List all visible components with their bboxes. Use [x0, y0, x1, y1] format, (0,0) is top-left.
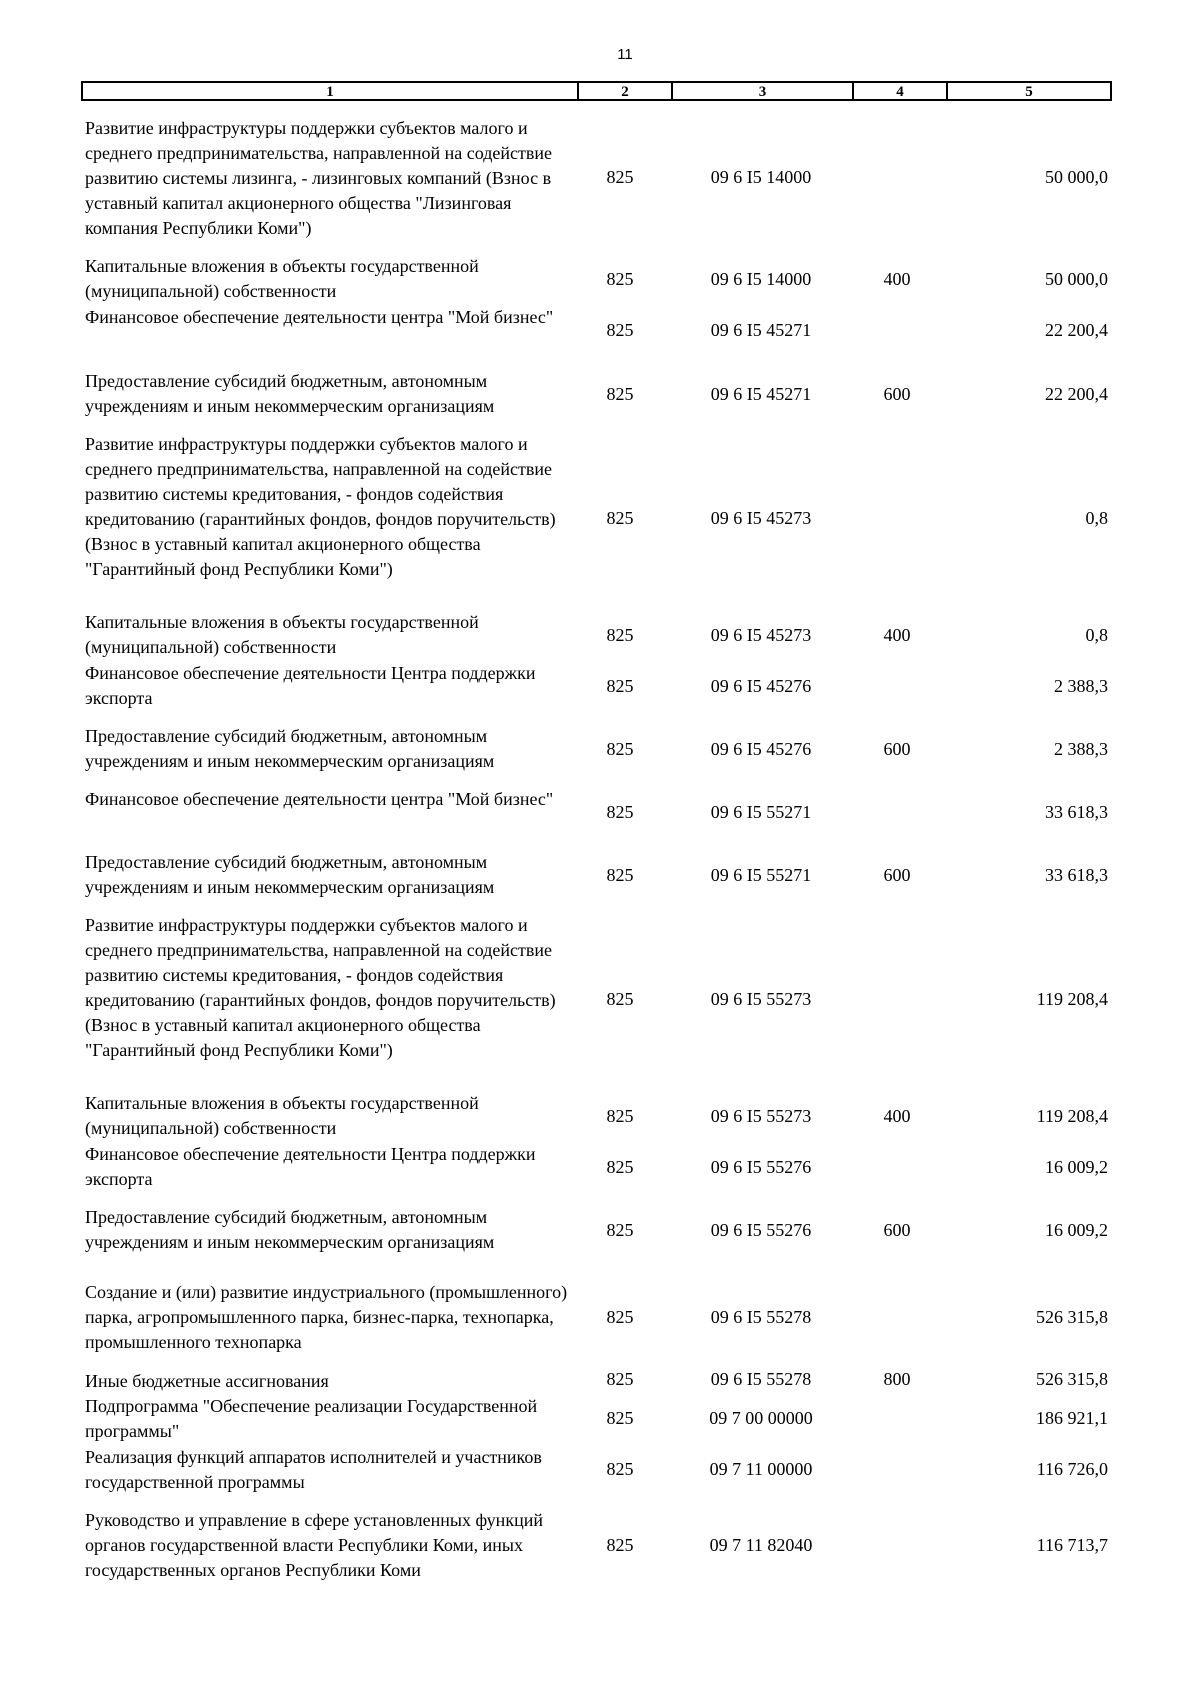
header-col-1: 1 — [83, 83, 579, 99]
row-admin-code: 825 — [606, 1307, 634, 1327]
row-amount: 119 208,4 — [1036, 1106, 1108, 1126]
row-admin-code: 825 — [606, 989, 634, 1009]
row-expense-type: 600 — [883, 1220, 911, 1240]
row-description: Реализация функций аппаратов исполнителей и участников государственной программы — [85, 1447, 542, 1492]
row-amount: 116 713,7 — [1036, 1535, 1108, 1555]
row-description: Капитальные вложения в объекты государственной (муниципальной) собственности — [85, 612, 479, 657]
row-amount: 50 000,0 — [1045, 269, 1108, 289]
row-amount: 33 618,3 — [1045, 802, 1108, 822]
row-target-code: 09 6 I5 55271 — [710, 802, 812, 822]
row-target-code: 09 6 I5 14000 — [710, 167, 812, 187]
row-description: Предоставление субсидий бюджетным, автономным учреждениям и иным некоммерческим организациям — [85, 726, 495, 771]
row-description: Финансовое обеспечение деятельности центра "Мой бизнес" — [85, 789, 554, 809]
row-description: Создание и (или) развитие индустриального (промышленного) парка, агропромышленного парка, бизнес-парка, технопарка, промышленного технопарка — [85, 1282, 568, 1352]
row-admin-code: 825 — [606, 269, 634, 289]
row-admin-code: 825 — [606, 676, 634, 696]
row-amount: 526 315,8 — [1036, 1307, 1108, 1327]
row-admin-code: 825 — [606, 625, 634, 645]
row-amount: 50 000,0 — [1045, 167, 1108, 187]
row-admin-code: 825 — [606, 1157, 634, 1177]
row-amount: 526 315,8 — [1036, 1369, 1108, 1389]
row-target-code: 09 7 00 00000 — [709, 1408, 813, 1428]
row-target-code: 09 6 I5 45271 — [710, 384, 812, 404]
row-target-code: 09 6 I5 55271 — [710, 865, 812, 885]
row-admin-code: 825 — [606, 320, 634, 340]
row-amount: 186 921,1 — [1036, 1408, 1108, 1428]
row-description: Иные бюджетные ассигнования — [85, 1371, 329, 1391]
row-description: Развитие инфраструктуры поддержки субъектов малого и среднего предпринимательства, направленной на содействие развитию системы лизинга, - лизинговых компаний (Взнос в уставный капитал акционерного общества "Лизинговая компания Республики Коми") — [85, 118, 552, 238]
header-col-3: 3 — [673, 83, 854, 99]
row-description: Подпрограмма "Обеспечение реализации Государственной программы" — [85, 1396, 538, 1441]
row-amount: 16 009,2 — [1045, 1220, 1108, 1240]
row-admin-code: 825 — [606, 1459, 634, 1479]
row-target-code: 09 6 I5 45276 — [710, 739, 812, 759]
row-expense-type: 600 — [883, 739, 911, 759]
row-amount: 22 200,4 — [1045, 384, 1108, 404]
row-description: Предоставление субсидий бюджетным, автономным учреждениям и иным некоммерческим организациям — [85, 852, 495, 897]
header-col-4: 4 — [854, 83, 948, 99]
row-target-code: 09 6 I5 55276 — [710, 1220, 812, 1240]
row-admin-code: 825 — [606, 384, 634, 404]
row-target-code: 09 6 I5 45271 — [710, 320, 812, 340]
row-admin-code: 825 — [606, 1106, 634, 1126]
header-col-5: 5 — [1025, 84, 1033, 100]
row-description: Финансовое обеспечение деятельности Центра поддержки экспорта — [85, 1144, 536, 1189]
row-description: Капитальные вложения в объекты государственной (муниципальной) собственности — [85, 1093, 479, 1138]
row-admin-code: 825 — [606, 865, 634, 885]
row-description: Финансовое обеспечение деятельности Центра поддержки экспорта — [85, 663, 536, 708]
row-amount: 116 726,0 — [1036, 1459, 1108, 1479]
row-amount: 2 388,3 — [1054, 739, 1108, 759]
row-target-code: 09 6 I5 45276 — [710, 676, 812, 696]
row-admin-code: 825 — [606, 739, 634, 759]
header-col-2: 2 — [579, 83, 673, 99]
row-expense-type: 800 — [883, 1369, 911, 1389]
row-target-code: 09 6 I5 55278 — [710, 1369, 812, 1389]
row-target-code: 09 7 11 82040 — [709, 1535, 813, 1555]
row-expense-type: 400 — [883, 269, 911, 289]
row-target-code: 09 6 I5 55278 — [710, 1307, 812, 1327]
row-admin-code: 825 — [606, 508, 634, 528]
row-description: Руководство и управление в сфере установленных функций органов государственной власти Республики Коми, иных государственных органов Республики Коми — [85, 1510, 543, 1580]
row-expense-type: 400 — [883, 1106, 911, 1126]
row-target-code: 09 6 I5 55273 — [710, 989, 812, 1009]
row-admin-code: 825 — [606, 802, 634, 822]
row-target-code: 09 6 I5 45273 — [710, 625, 812, 645]
row-admin-code: 825 — [606, 1535, 634, 1555]
row-amount: 0,8 — [1085, 508, 1108, 528]
row-target-code: 09 6 I5 55273 — [710, 1106, 812, 1126]
row-description: Предоставление субсидий бюджетным, автономным учреждениям и иным некоммерческим организациям — [85, 371, 495, 416]
row-description: Капитальные вложения в объекты государственной (муниципальной) собственности — [85, 256, 479, 301]
row-amount: 0,8 — [1085, 625, 1108, 645]
row-expense-type: 600 — [883, 384, 911, 404]
row-amount: 2 388,3 — [1054, 676, 1108, 696]
row-target-code: 09 6 I5 45273 — [710, 508, 812, 528]
table-header — [81, 81, 1112, 101]
row-admin-code: 825 — [606, 167, 634, 187]
row-admin-code: 825 — [606, 1220, 634, 1240]
row-description: Предоставление субсидий бюджетным, автономным учреждениям и иным некоммерческим организациям — [85, 1207, 495, 1252]
row-description: Финансовое обеспечение деятельности центра "Мой бизнес" — [85, 307, 554, 327]
row-admin-code: 825 — [606, 1408, 634, 1428]
row-description: Развитие инфраструктуры поддержки субъектов малого и среднего предпринимательства, направленной на содействие развитию системы кредитования, - фондов содействия кредитованию (гарантийных фондов, фондов поручительств) (Взнос в уставный капитал акционерного общества "Гарантийный фонд Республики Коми") — [85, 434, 556, 579]
row-amount: 33 618,3 — [1045, 865, 1108, 885]
row-target-code: 09 6 I5 14000 — [710, 269, 812, 289]
page-number: 11 — [617, 46, 633, 63]
row-description: Развитие инфраструктуры поддержки субъектов малого и среднего предпринимательства, направленной на содействие развитию системы кредитования, - фондов содействия кредитованию (гарантийных фондов, фондов поручительств) (Взнос в уставный капитал акционерного общества "Гарантийный фонд Республики Коми") — [85, 915, 556, 1060]
row-amount: 16 009,2 — [1045, 1157, 1108, 1177]
row-target-code: 09 6 I5 55276 — [710, 1157, 812, 1177]
row-amount: 119 208,4 — [1036, 989, 1108, 1009]
row-admin-code: 825 — [606, 1369, 634, 1389]
row-target-code: 09 7 11 00000 — [709, 1459, 813, 1479]
row-expense-type: 600 — [883, 865, 911, 885]
row-expense-type: 400 — [883, 625, 911, 645]
row-amount: 22 200,4 — [1045, 320, 1108, 340]
